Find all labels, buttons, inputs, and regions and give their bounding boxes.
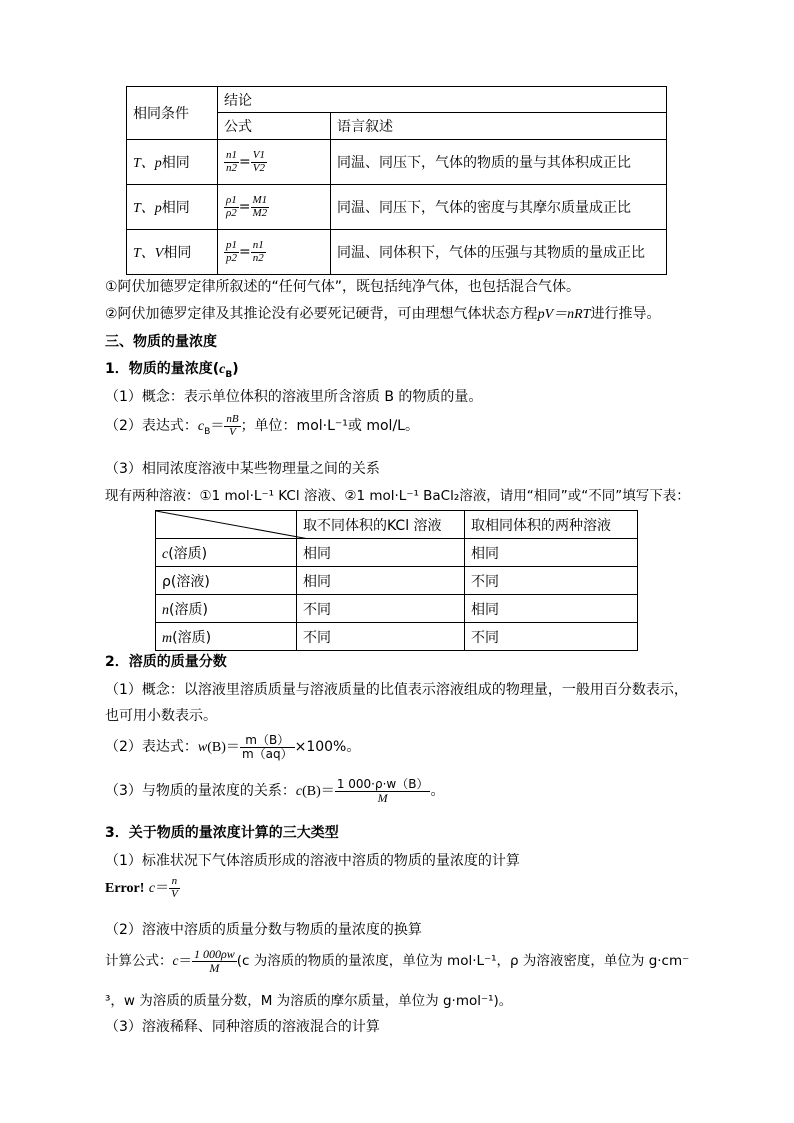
section-title: 三、物质的量浓度: [105, 334, 217, 350]
condition-cell: T、p相同: [127, 185, 218, 230]
condition-cell: T、V相同: [127, 230, 218, 275]
row-label: m(溶质): [156, 623, 297, 651]
paragraph: 也可用小数表示。: [105, 708, 217, 724]
paragraph: Error! c＝ $\frac{n}{V}$: [105, 875, 178, 900]
paragraph: （3）相同浓度溶液中某些物理量之间的关系: [105, 461, 380, 477]
diagonal-header-cell: [156, 511, 297, 539]
row-label: n(溶质): [156, 595, 297, 623]
table-cell: 相同: [465, 539, 638, 567]
avogadro-table: [126, 86, 667, 275]
table-row: [127, 185, 667, 230]
header-condition: 相同条件: [127, 87, 218, 140]
formula-cell: $\frac{\rho 1}{\rho 2}$ = $\frac{M1}{M2}$: [218, 185, 331, 230]
paragraph: （1）概念：以溶液里溶质质量与溶液质量的比值表示溶液组成的物理量，一般用百分数表示，: [105, 682, 688, 698]
formula-cell: $\frac{n1}{n2}$ = $\frac{V1}{V2}$: [218, 140, 331, 185]
paragraph: （2）溶液中溶质的质量分数与物质的量浓度的换算: [105, 922, 422, 938]
table-cell: 相同: [465, 595, 638, 623]
table-cell: 相同: [297, 539, 465, 567]
column-header: 取相同体积的两种溶液: [465, 511, 638, 539]
paragraph: （3）与物质的量浓度的关系：c(B)＝ $\frac{1 000\cdot\rho\cdot w(B)}{M}$ 。: [105, 777, 445, 805]
table-cell: 相同: [297, 567, 465, 595]
table-cell: 不同: [465, 623, 638, 651]
table-row: [156, 595, 638, 623]
note-1: ①阿伏加德罗定律所叙述的“任何气体”，既包括纯净气体，也包括混合气体。: [105, 279, 581, 295]
column-header: 取不同体积的KCl 溶液: [297, 511, 465, 539]
header-language: 语言叙述: [331, 113, 667, 140]
paragraph: 现有两种溶液：①1 mol·L⁻¹ KCl 溶液、②1 mol·L⁻¹ BaCl₂溶液，请用“相同”或“不同”填写下表：: [105, 488, 690, 504]
table-cell: 不同: [465, 567, 638, 595]
paragraph: （3）溶液稀释、同种溶质的溶液混合的计算: [105, 1019, 380, 1035]
subsection-title: 3．关于物质的量浓度计算的三大类型: [105, 825, 339, 841]
table-cell: 不同: [297, 595, 465, 623]
row-label: c(溶质): [156, 539, 297, 567]
header-conclusion: 结论: [218, 87, 667, 113]
paragraph: （2）表达式：$c_B=$ $\frac{nB}{V}$ ；单位：mol·L⁻¹或 mol/L。: [105, 413, 419, 438]
diagonal-line: [156, 511, 309, 539]
note-2: ②阿伏加德罗定律及其推论没有必要死记硬背，可由理想气体状态方程pV＝nRT进行推导。: [105, 306, 661, 322]
paragraph: （1）标准状况下气体溶质形成的溶液中溶质的物质的量浓度的计算: [105, 853, 520, 869]
formula-cell: $\frac{p1}{p2}$ = $\frac{n1}{n2}$: [218, 230, 331, 275]
header-formula: 公式: [218, 113, 331, 140]
row-label: ρ(溶液): [156, 567, 297, 595]
paragraph: ³，w 为溶质的质量分数，M 为溶质的摩尔质量，单位为 g·mol⁻¹)。: [105, 993, 513, 1009]
table-row: [127, 140, 667, 185]
paragraph: 计算公式：c＝ $\frac{1 000\rho w}{M}$ (c 为溶质的物质的量浓度，单位为 mol·L⁻¹，ρ 为溶液密度，单位为 g·cm⁻: [105, 947, 690, 975]
concentration-table: [155, 510, 638, 651]
subsection-title: 2．溶质的质量分数: [105, 654, 227, 670]
description-cell: 同温、同压下，气体的物质的量与其体积成正比: [331, 140, 667, 185]
subsection-title: 1．物质的量浓度$(c_B)$: [105, 361, 239, 380]
table-row: [156, 539, 638, 567]
paragraph: （1）概念：表示单位体积的溶液里所含溶质 B 的物质的量。: [105, 389, 483, 405]
description-cell: 同温、同压下，气体的密度与其摩尔质量成正比: [331, 185, 667, 230]
table-row: [127, 230, 667, 275]
paragraph: （2）表达式：w(B)＝ $\frac{m(B)}{m(aq)}$ ×100%。: [105, 733, 361, 761]
table-row: [156, 567, 638, 595]
table-row: [156, 623, 638, 651]
table-cell: 不同: [297, 623, 465, 651]
condition-cell: T、p相同: [127, 140, 218, 185]
description-cell: 同温、同体积下，气体的压强与其物质的量成正比: [331, 230, 667, 275]
